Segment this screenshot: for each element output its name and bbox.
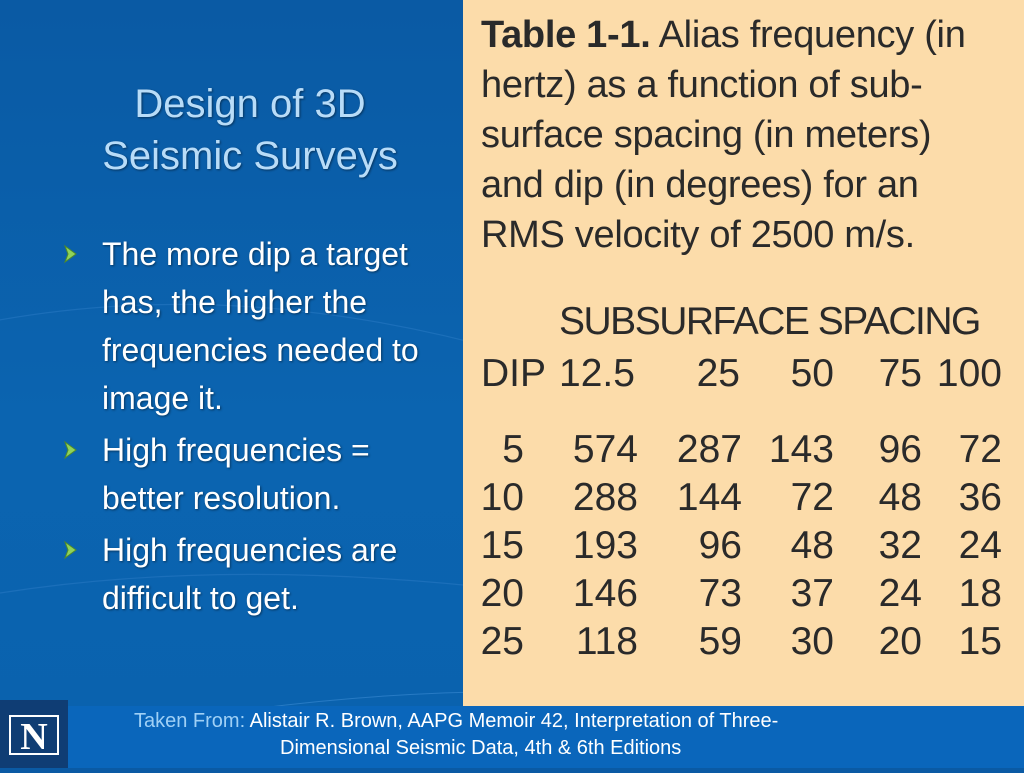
table-cell: 193	[572, 524, 638, 567]
table-cell: 18	[958, 572, 1002, 615]
table-cell: 20	[480, 572, 524, 615]
table-cell: 20	[878, 620, 922, 663]
bullet-item	[62, 230, 457, 422]
table-row	[463, 620, 1024, 668]
table-cell: 48	[878, 476, 922, 519]
table-cell: 288	[572, 476, 638, 519]
bullet-text: High frequencies are difficult to get.	[102, 532, 398, 616]
column-header: DIP	[480, 352, 546, 395]
table-cell: 24	[878, 572, 922, 615]
bullet-item	[62, 426, 457, 522]
bullet-list	[62, 230, 457, 626]
table-cell: 48	[790, 524, 834, 567]
table-cell: 37	[790, 572, 834, 615]
table-cell: 73	[698, 572, 742, 615]
table-row	[463, 572, 1024, 620]
table-cell: 96	[698, 524, 742, 567]
source-credit	[134, 708, 934, 762]
column-header: 25	[696, 352, 740, 395]
bullet-item	[62, 526, 457, 622]
credit-citation-line-2: Dimensional Seismic Data, 4th & 6th Editions	[280, 737, 682, 759]
table-cell: 143	[768, 428, 834, 471]
table-cell: 5	[502, 428, 524, 471]
table-caption-line-2: hertz) as a function of sub-	[481, 64, 923, 106]
table-cell: 59	[698, 620, 742, 663]
table-caption-lead: Table 1-1.	[481, 14, 651, 56]
alias-frequency-table-image	[463, 0, 1024, 706]
table-cell: 287	[676, 428, 742, 471]
table-cell: 15	[480, 524, 524, 567]
column-header: 75	[878, 352, 922, 395]
table-cell: 72	[790, 476, 834, 519]
column-header: 50	[790, 352, 834, 395]
table-caption-line-3: surface spacing (in meters)	[481, 114, 932, 156]
arrow-bullet-icon	[62, 440, 86, 460]
credit-citation-line-1: Alistair R. Brown, AAPG Memoir 42, Interpretation of Three-	[249, 710, 779, 732]
table-column-header-row	[463, 352, 1024, 400]
table-caption-line-1: Alias frequency (in	[658, 14, 966, 56]
table-cell: 15	[958, 620, 1002, 663]
table-caption-line-5: RMS velocity of 2500 m/s.	[481, 214, 915, 256]
title-line-2: Seismic Surveys	[102, 134, 398, 178]
bullet-text: The more dip a target has, the higher the frequencies needed to image it.	[102, 236, 419, 416]
table-caption-line-4: and dip (in degrees) for an	[481, 164, 919, 206]
table-row	[463, 476, 1024, 524]
table-caption	[481, 10, 1011, 260]
table-cell: 72	[958, 428, 1002, 471]
column-header: 100	[936, 352, 1002, 395]
table-cell: 30	[790, 620, 834, 663]
title-line-1: Design of 3D	[134, 82, 366, 126]
column-header: 12.5	[559, 352, 635, 395]
table-cell: 146	[572, 572, 638, 615]
logo-letter: N	[20, 716, 48, 758]
table-cell: 144	[676, 476, 742, 519]
table-cell: 96	[878, 428, 922, 471]
table-cell: 118	[575, 620, 638, 663]
table-cell: 36	[958, 476, 1002, 519]
slide-title	[40, 78, 460, 182]
university-logo	[0, 700, 68, 768]
table-cell: 25	[480, 620, 524, 663]
table-cell: 32	[878, 524, 922, 567]
table-row	[463, 428, 1024, 476]
credit-label: Taken From:	[134, 710, 246, 732]
bullet-text: High frequencies = better resolution.	[102, 432, 370, 516]
table-cell: 574	[572, 428, 638, 471]
arrow-bullet-icon	[62, 540, 86, 560]
block-n-logo-icon	[0, 700, 68, 768]
table-row	[463, 524, 1024, 572]
table-cell: 24	[958, 524, 1002, 567]
arrow-bullet-icon	[62, 244, 86, 264]
table-group-header: SUBSURFACE SPACING	[559, 300, 980, 343]
table-cell: 10	[480, 476, 524, 519]
